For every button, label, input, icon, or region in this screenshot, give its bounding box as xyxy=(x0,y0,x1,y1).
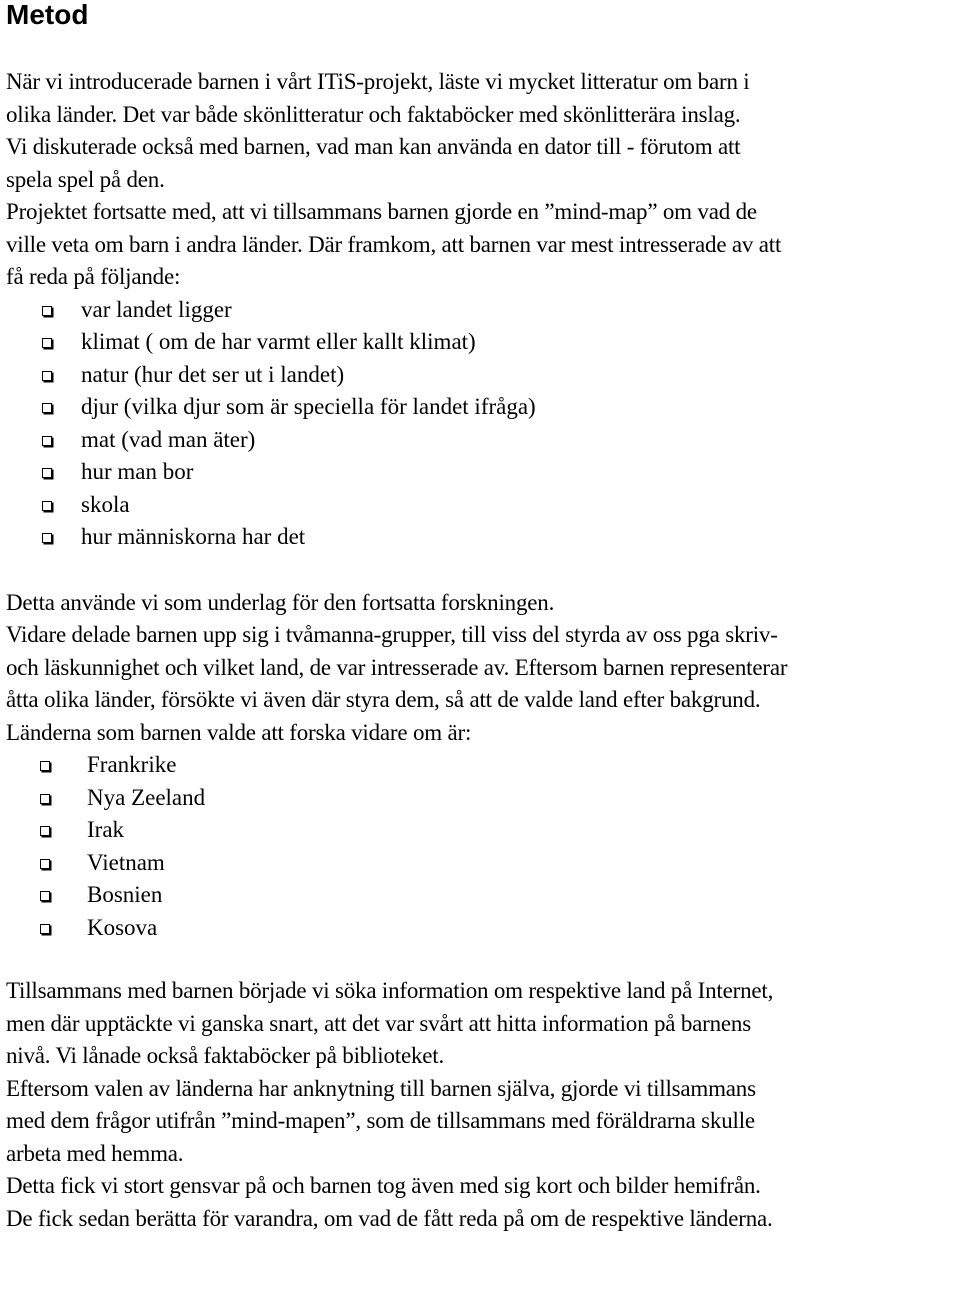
intro-paragraph xyxy=(6,66,954,294)
checkbox-bullet-icon xyxy=(40,859,50,869)
text-line: Eftersom valen av länderna har anknytning till barnen själva, gjorde vi tillsammans xyxy=(6,1075,756,1101)
text-line: åtta olika länder, försökte vi även där styra dem, så att de valde land efter bakgrund. xyxy=(6,687,761,712)
text-line: få reda på följande: xyxy=(6,264,181,289)
topics-list xyxy=(6,294,954,554)
list-item-text: natur (hur det ser ut i landet) xyxy=(81,361,345,387)
checkbox-bullet-icon xyxy=(42,468,52,478)
list-item xyxy=(6,489,954,522)
list-item-text: Bosnien xyxy=(87,882,163,907)
checkbox-bullet-icon xyxy=(40,794,50,804)
list-item-text: hur människorna har det xyxy=(81,524,306,549)
middle-paragraph xyxy=(6,587,954,750)
list-item xyxy=(6,814,954,847)
list-item-text: mat (vad man äter) xyxy=(81,426,256,452)
list-item-text: var landet ligger xyxy=(81,296,232,322)
list-item xyxy=(6,521,954,554)
text-line: nivå. Vi lånade också faktaböcker på biblioteket. xyxy=(6,1043,445,1068)
closing-paragraph xyxy=(6,975,954,1235)
list-item-text: Vietnam xyxy=(87,849,165,875)
text-line: arbeta med hemma. xyxy=(6,1140,184,1166)
text-line: Tillsammans med barnen började vi söka information om respektive land på Internet, xyxy=(6,978,774,1003)
checkbox-bullet-icon xyxy=(42,306,52,316)
checkbox-bullet-icon xyxy=(42,501,52,511)
text-line: De fick sedan berätta för varandra, om vad de fått reda på om de respektive länderna. xyxy=(6,1205,773,1231)
list-item-text: Kosova xyxy=(87,914,158,940)
list-item xyxy=(6,294,954,327)
list-item xyxy=(6,424,954,457)
checkbox-bullet-icon xyxy=(42,403,52,413)
text-line: Detta fick vi stort gensvar på och barnen tog även med sig kort och bilder hemifrån. xyxy=(6,1173,761,1198)
page-title: Metod xyxy=(6,0,89,30)
list-item xyxy=(6,879,954,912)
list-item xyxy=(6,912,954,945)
checkbox-bullet-icon xyxy=(42,533,52,543)
text-line: Detta använde vi som underlag för den fortsatta forskningen. xyxy=(6,589,555,615)
checkbox-bullet-icon xyxy=(40,891,50,901)
list-item xyxy=(6,749,954,782)
checkbox-bullet-icon xyxy=(42,338,52,348)
text-line: ville veta om barn i andra länder. Där framkom, att barnen var mest intresserade av att xyxy=(6,231,782,257)
text-line: men där upptäckte vi ganska snart, att det var svårt att hitta information på barnens xyxy=(6,1010,751,1036)
checkbox-bullet-icon xyxy=(40,826,50,836)
list-item-text: skola xyxy=(81,491,130,517)
countries-list xyxy=(6,749,954,944)
checkbox-bullet-icon xyxy=(42,371,52,381)
list-item-text: djur (vilka djur som är speciella för landet ifråga) xyxy=(81,394,536,419)
list-item-text: Frankrike xyxy=(87,752,177,777)
text-line: När vi introducerade barnen i vårt ITiS-projekt, läste vi mycket litteratur om barn i xyxy=(6,69,750,94)
text-line: Vidare delade barnen upp sig i tvåmanna-grupper, till viss del styrda av oss pga skriv- xyxy=(6,622,778,647)
checkbox-bullet-icon xyxy=(42,436,52,446)
list-item xyxy=(6,391,954,424)
text-line: och läskunnighet och vilket land, de var intresserade av. Eftersom barnen representerar xyxy=(6,654,788,680)
text-line: Länderna som barnen valde att forska vidare om är: xyxy=(6,719,472,745)
list-item xyxy=(6,782,954,815)
list-item xyxy=(6,456,954,489)
text-line: Projektet fortsatte med, att vi tillsammans barnen gjorde en ”mind-map” om vad de xyxy=(6,199,757,224)
text-line: olika länder. Det var både skönlitteratur och faktaböcker med skönlitterära inslag. xyxy=(6,101,741,127)
text-line: med dem frågor utifrån ”mind-mapen”, som de tillsammans med föräldrarna skulle xyxy=(6,1108,755,1133)
checkbox-bullet-icon xyxy=(40,761,50,771)
checkbox-bullet-icon xyxy=(40,924,50,934)
list-item xyxy=(6,359,954,392)
list-item-text: Nya Zeeland xyxy=(87,784,206,810)
list-item xyxy=(6,326,954,359)
list-item-text: hur man bor xyxy=(81,459,194,484)
list-item-text: klimat ( om de har varmt eller kallt klimat) xyxy=(81,329,476,354)
text-line: spela spel på den. xyxy=(6,166,165,192)
list-item xyxy=(6,847,954,880)
text-line: Vi diskuterade också med barnen, vad man kan använda en dator till - förutom att xyxy=(6,134,741,159)
list-item-text: Irak xyxy=(87,817,125,842)
